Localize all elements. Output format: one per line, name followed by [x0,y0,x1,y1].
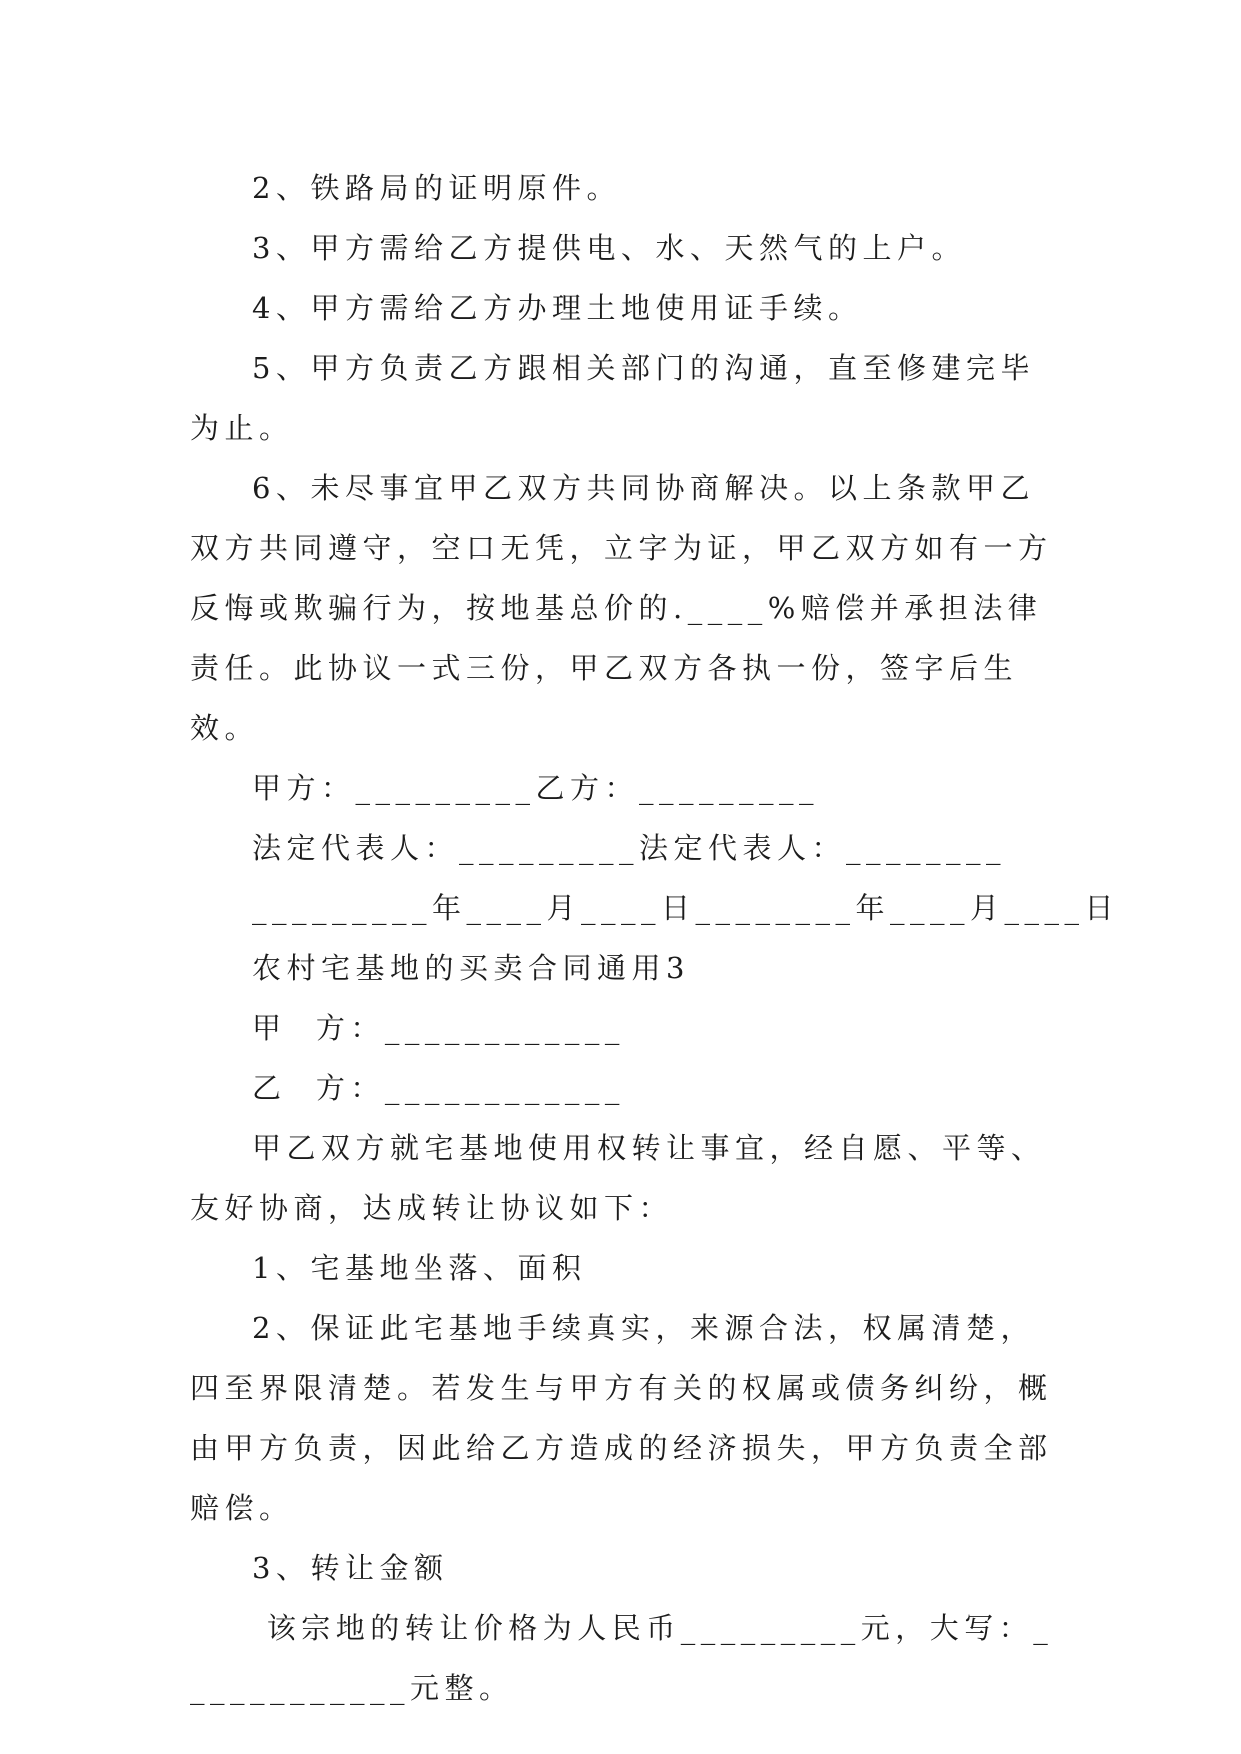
paragraph-item-5: 5、甲方负责乙方跟相关部门的沟通，直至修建完毕为止。 [190,351,1035,445]
clause-transfer-price: 该宗地的转让价格为人民币_________元，大写：____________元整。 [190,1611,1054,1705]
signature-representative-line: 法定代表人：_________法定代表人：________ [252,831,1007,865]
clause-guarantee: 2、保证此宅基地手续真实，来源合法，权属清楚，四至界限清楚。若发生与甲方有关的权属或债务纠纷，概由甲方负责，因此给乙方造成的经济损失，甲方负责全部赔偿。 [190,1311,1053,1525]
signature-party-line: 甲方：_________乙方：_________ [252,771,820,805]
clause-location-area: 1、宅基地坐落、面积 [252,1251,587,1285]
party-b-line: 乙 方：____________ [252,1071,625,1105]
paragraph-item-6: 6、未尽事宜甲乙双方共同协商解决。以上条款甲乙双方共同遵守，空口无凭，立字为证，甲乙双方如有一方反悔或欺骗行为，按地基总价的.____%赔偿并承担法律责任。此协议一式三份，甲乙双方各执一份，签字后生效。 [190,471,1053,745]
document-body [190,158,1120,1718]
paragraph-item-2: 2、铁路局的证明原件。 [252,171,621,205]
clause-transfer-amount: 3、转让金额 [252,1551,449,1585]
intro-paragraph: 甲乙双方就宅基地使用权转让事宜，经自愿、平等、友好协商，达成转让协议如下： [190,1131,1046,1225]
section-title: 农村宅基地的买卖合同通用3 [252,951,690,985]
paragraph-item-4: 4、甲方需给乙方办理土地使用证手续。 [252,291,863,325]
party-a-line: 甲 方：____________ [252,1011,625,1045]
paragraph-item-3: 3、甲方需给乙方提供电、水、天然气的上户。 [252,231,966,265]
signature-date-line: _________年____月____日________年____月____日 [252,891,1120,925]
